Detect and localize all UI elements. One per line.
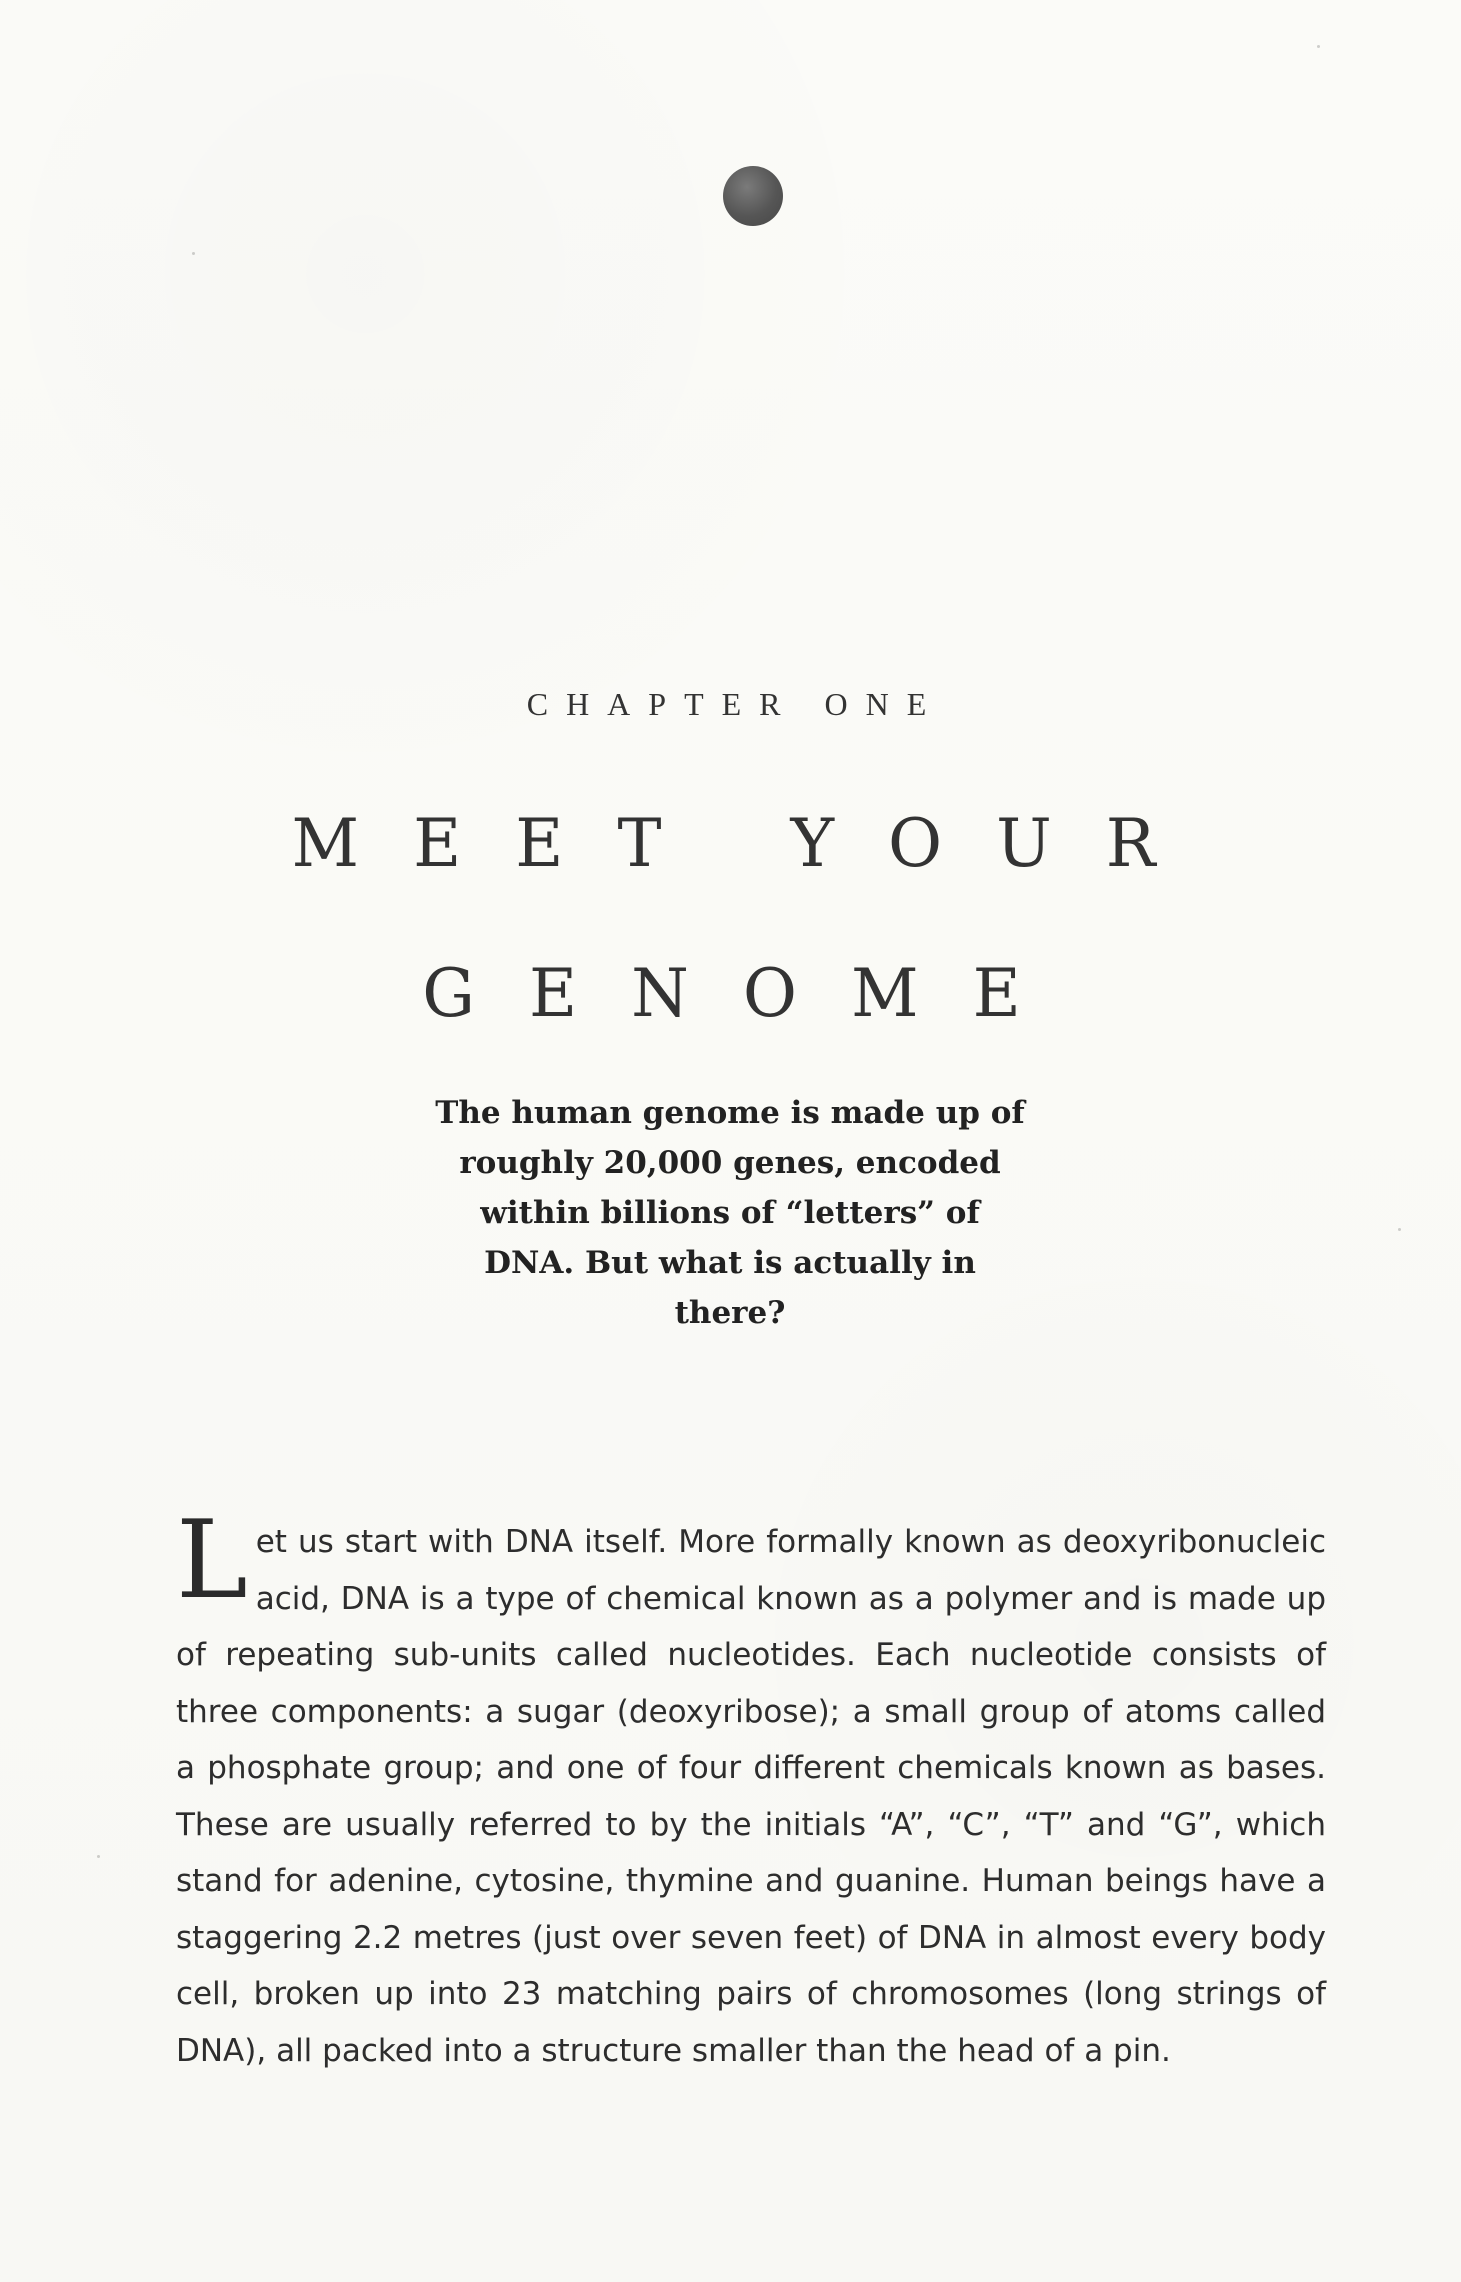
chapter-label: CHAPTER ONE (526, 686, 945, 722)
chapter-subtitle: The human genome is made up of roughly 20,000 genes, encoded within billions of “letters” of DNA. But what is actually in there? (435, 1095, 1025, 1331)
circle-ornament-icon (723, 166, 783, 226)
chapter-title-line-1: MEET YOUR (291, 805, 1210, 882)
body-paragraph (176, 1498, 1326, 2079)
paper-speck (1317, 45, 1320, 48)
body-paragraph-text: et us start with DNA itself. More formally known as deoxyribonucleic acid, DNA is a type of chemical known as a polymer and is made up of repeating sub-units called nucleotides. Each nucleotide consists of three components: a sugar (deoxyribose); a small group of atoms called a phosphate group; and one of four different chemicals known as bases. These are usually referred to by the initials “A”, “C”, “T” and “G”, which stand for adenine, cytosine, thymine and guanine. Human beings have a staggering 2.2 metres (just over seven feet) of DNA in almost every body cell, broken up into 23 matching pairs of chromosomes (long strings of DNA), all packed into a structure smaller than the head of a pin. (176, 1524, 1326, 2069)
chapter-title-line-2: GENOME (422, 955, 1075, 1032)
paper-speck (97, 1855, 100, 1858)
paper-speck (1398, 1228, 1401, 1231)
drop-cap: L (176, 1498, 248, 1623)
paper-speck (192, 252, 195, 255)
